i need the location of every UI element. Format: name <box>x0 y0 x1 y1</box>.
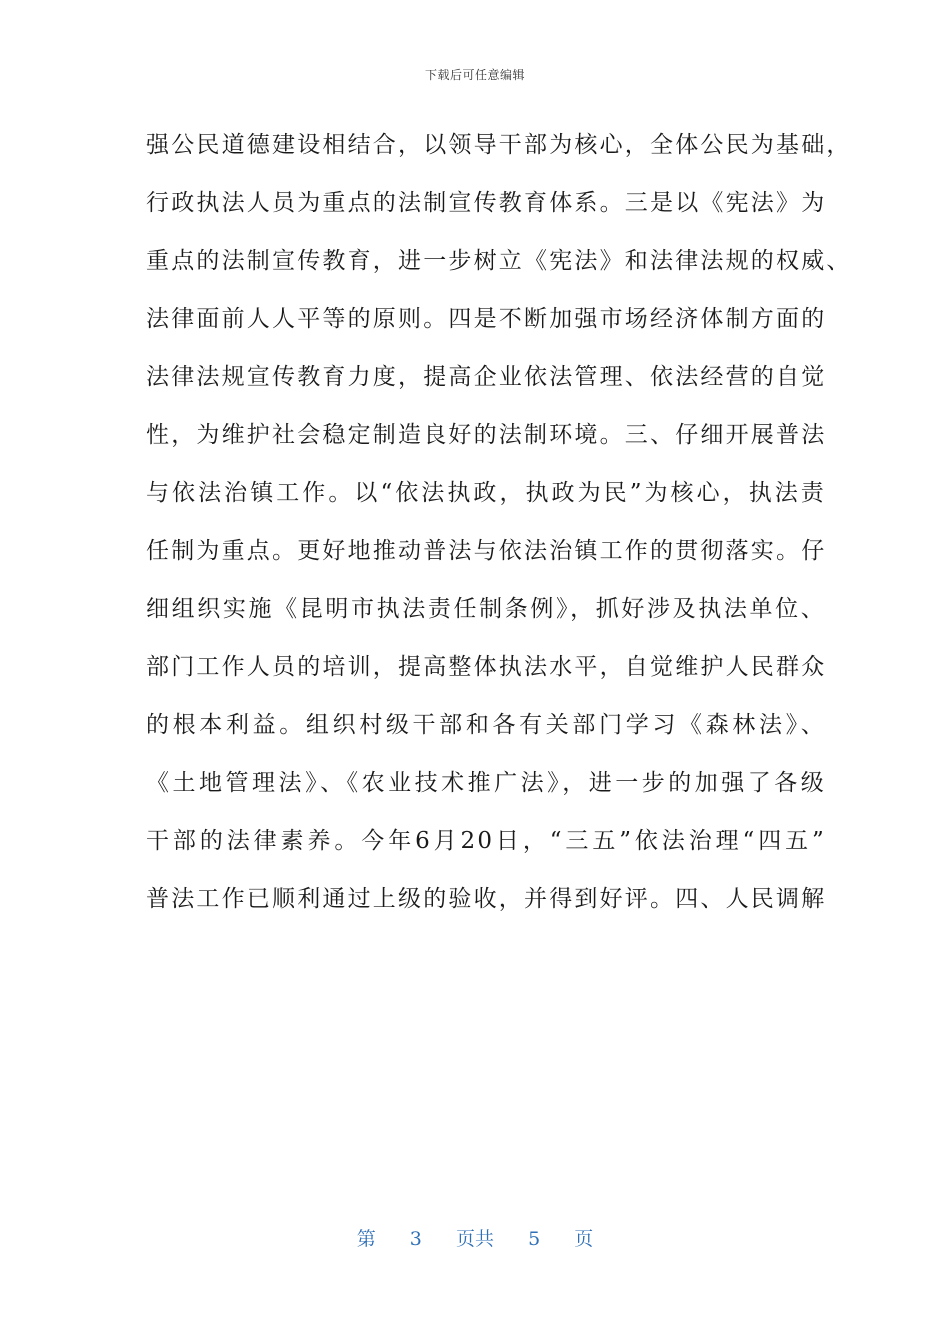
text-line: 的根本利益。组织村级干部和各有关部门学习《森林法》、 <box>146 712 826 738</box>
header-note: 下载后可任意编辑 <box>424 68 525 82</box>
text-line: 普法工作已顺利通过上级的验收，并得到好评。四、人民调解 <box>146 886 827 912</box>
text-line: 《土地管理法》、《农业技术推广法》，进一步的加强了各级 <box>146 770 826 796</box>
page-prefix: 第 <box>356 1228 376 1250</box>
text-line: 细组织实施《昆明市执法责任制条例》，抓好涉及执法单位、 <box>146 596 826 622</box>
current-page-number: 3 <box>409 1228 422 1250</box>
text-line: 干部的法律素养。今年6月20日，“三五”依法治理“四五” <box>146 828 826 854</box>
total-pages-number: 5 <box>528 1228 541 1250</box>
text-line: 行政执法人员为重点的法制宣传教育体系。三是以《宪法》为 <box>146 190 827 216</box>
page-number-footer <box>0 1224 950 1251</box>
page-middle: 页共 <box>455 1228 494 1250</box>
document-body <box>146 116 852 928</box>
text-line: 与依法治镇工作。以“依法执政，执政为民”为核心，执法责 <box>146 480 826 506</box>
page-suffix: 页 <box>574 1228 594 1250</box>
text-line: 性，为维护社会稳定制造良好的法制环境。三、仔细开展普法 <box>146 422 827 448</box>
text-line: 重点的法制宣传教育，进一步树立《宪法》和法律法规的权威、 <box>146 248 852 274</box>
text-line: 法律面前人人平等的原则。四是不断加强市场经济体制方面的 <box>146 306 827 332</box>
text-line: 部门工作人员的培训，提高整体执法水平，自觉维护人民群众 <box>146 654 827 680</box>
text-line: 法律法规宣传教育力度，提高企业依法管理、依法经营的自觉 <box>146 364 827 390</box>
text-line: 强公民道德建设相结合，以领导干部为核心，全体公民为基础， <box>146 132 852 158</box>
text-line: 任制为重点。更好地推动普法与依法治镇工作的贯彻落实。仔 <box>146 538 827 564</box>
